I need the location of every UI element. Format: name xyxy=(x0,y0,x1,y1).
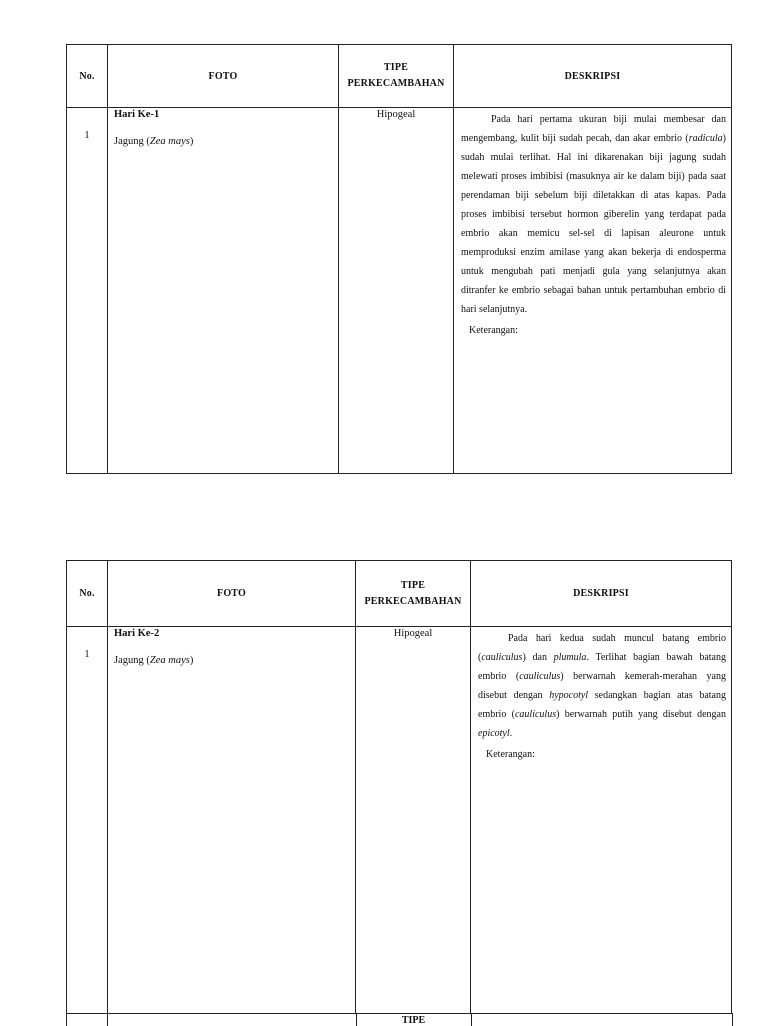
header-tipe-line1: TIPE xyxy=(383,62,409,73)
header-tipe-line1: TIPE xyxy=(401,1015,426,1026)
header-tipe-line2: PERKECAMBAHAN xyxy=(364,595,462,607)
row-number-cell xyxy=(67,627,108,1014)
description-term-italic: hypocotyl xyxy=(549,690,589,701)
observation-table-day-1 xyxy=(66,44,732,474)
observation-table-day-2 xyxy=(66,560,732,1014)
header-tipe-line1: TIPE xyxy=(400,579,426,591)
species-latin: Zea mays xyxy=(149,136,190,147)
description-segment: Pada hari pertama ukuran biji mulai membesar dan mengembang, kulit biji sudah pecah, dan akar embrio ( xyxy=(461,114,726,144)
description-text xyxy=(478,629,726,743)
header-tipe xyxy=(339,45,454,108)
description-text xyxy=(461,110,726,319)
description-segment: Pada hari kedua sudah muncul batang embrio ( xyxy=(478,633,726,663)
species-common: Jagung ( xyxy=(114,136,150,147)
row-number: 1 xyxy=(84,130,90,141)
header-foto: FOTO xyxy=(108,45,339,108)
description-segment: ) berwarnah putih yang disebut dengan xyxy=(556,709,726,720)
keterangan-label: Keterangan: xyxy=(469,325,518,336)
description-segment: ) dan xyxy=(522,652,554,663)
tipe-cell xyxy=(356,627,471,1014)
tipe-value: Hipogeal xyxy=(393,628,433,639)
description-cell xyxy=(454,108,732,474)
column-divider xyxy=(471,1014,472,1026)
description-term-italic: plumula xyxy=(553,652,587,663)
foto-cell xyxy=(108,108,339,474)
description-term-italic: radicula xyxy=(688,133,723,144)
description-term-italic: epicotyl xyxy=(478,728,510,739)
header-foto: FOTO xyxy=(108,561,356,627)
day-label: Hari Ke-1 xyxy=(114,109,160,120)
tipe-value: Hipogeal xyxy=(376,109,416,120)
species-latin: Zea mays xyxy=(149,655,190,666)
header-deskripsi: DESKRIPSI xyxy=(471,561,732,627)
description-segment: . xyxy=(509,728,513,739)
description-term-italic: cauliculus xyxy=(514,709,557,720)
header-no: No. xyxy=(67,561,108,627)
header-tipe-line2: PERKECAMBAHAN xyxy=(347,78,445,89)
header-deskripsi: DESKRIPSI xyxy=(454,45,732,108)
species-name xyxy=(114,655,349,666)
description-segment: sedangkan bagian atas batang embrio ( xyxy=(478,690,726,720)
header-tipe xyxy=(356,561,471,627)
next-table-header-partial xyxy=(66,1013,733,1026)
row-number-cell xyxy=(67,108,108,474)
description-cell xyxy=(471,627,732,1014)
description-segment: . Terlihat bagian bawah batang embrio ( xyxy=(478,652,726,682)
foto-cell xyxy=(108,627,356,1014)
species-common: Jagung ( xyxy=(114,655,150,666)
species-name xyxy=(114,136,332,147)
keterangan-label: Keterangan: xyxy=(486,749,535,760)
description-segment: ) berwarnah kemerah-merahan yang disebut dengan xyxy=(478,671,726,701)
description-term-italic: cauliculus xyxy=(519,671,561,682)
header-no: No. xyxy=(67,45,108,108)
description-segment: ) sudah mulai terlihat. Hal ini dikarenakan biji jagung sudah melewati proses imbibisi (masuknya air ke dalam biji) pada saat perendaman biji sebelum biji diletakkan di atas kapas. Pada proses imbibisi tersebut hormon giberelin yang terdapat pada embrio akan memicu sel-sel di lapisan aleurone untuk memproduksi enzim amilase yang akan bekerja di endosperma untuk mengubah pati menjadi gula yang selanjutnya akan ditranfer ke embrio sebagai bahan untuk pertambuhan embrio di hari selanjutnya. xyxy=(461,133,726,315)
column-divider xyxy=(107,1014,108,1026)
tipe-cell xyxy=(339,108,454,474)
description-term-italic: cauliculus xyxy=(481,652,523,663)
species-suffix: ) xyxy=(189,655,194,666)
day-label: Hari Ke-2 xyxy=(114,628,160,639)
row-number: 1 xyxy=(84,649,90,660)
species-suffix: ) xyxy=(189,136,194,147)
